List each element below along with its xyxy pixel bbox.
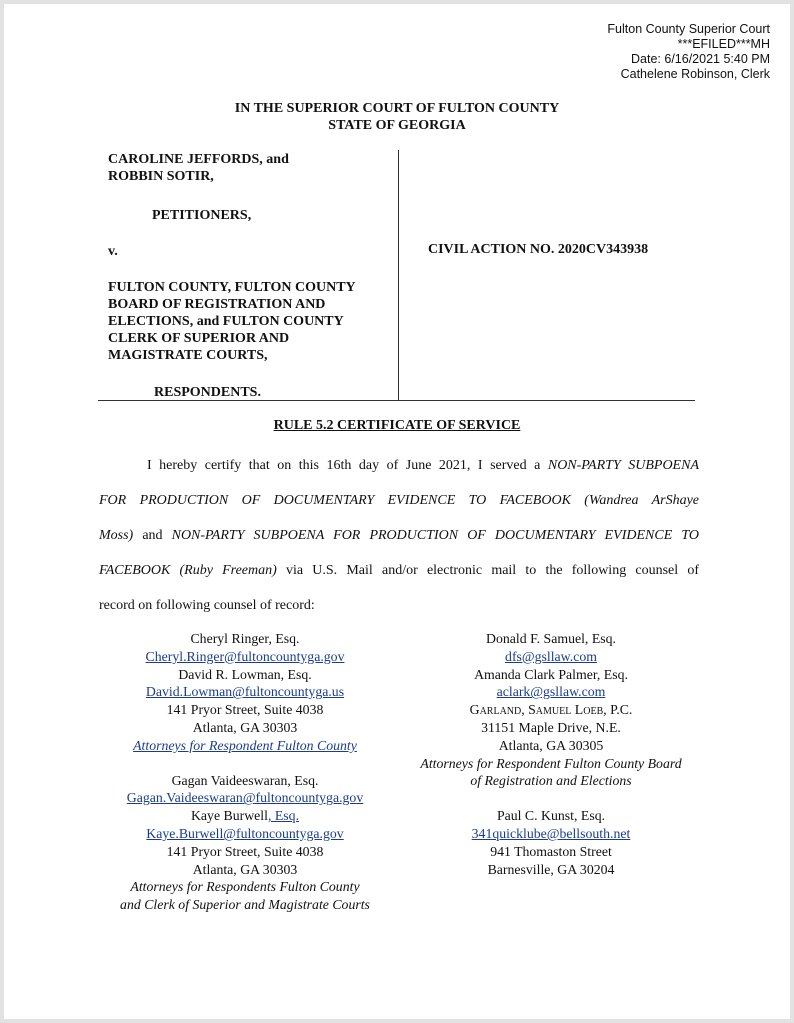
address-street: 31151 Maple Drive, N.E.: [481, 719, 621, 735]
court-name: IN THE SUPERIOR COURT OF FULTON COUNTY: [234, 101, 560, 116]
address-city: Atlanta, GA 30305: [498, 737, 604, 753]
document-page: [4, 4, 790, 1019]
counsel-role: Attorneys for Respondents Fulton County: [130, 879, 360, 895]
email-link[interactable]: 341quicklube@bellsouth.net: [471, 825, 631, 841]
counsel-name: Gagan Vaideeswaran, Esq.: [171, 772, 319, 788]
body-line-5: record on following counsel of record:: [99, 598, 315, 613]
caption-divider-vertical: [398, 150, 399, 401]
body-line-4: FACEBOOK (Ruby Freeman) via U.S. Mail and/or electronic mail to the following counsel of: [99, 563, 699, 578]
respondent-line-4: CLERK OF SUPERIOR AND: [108, 331, 290, 346]
respondent-line-1: FULTON COUNTY, FULTON COUNTY: [108, 280, 356, 295]
certificate-title: RULE 5.2 CERTIFICATE OF SERVICE: [273, 418, 521, 433]
petitioner-line-2: ROBBIN SOTIR,: [108, 169, 214, 184]
address-street: 141 Pryor Street, Suite 4038: [166, 843, 324, 859]
counsel-suffix: , Esq.: [267, 808, 300, 824]
counsel-name: Paul C. Kunst, Esq.: [496, 808, 606, 824]
respondents-names: [108, 279, 356, 364]
counsel-role: of Registration and Elections: [470, 773, 632, 789]
address-street: 141 Pryor Street, Suite 4038: [166, 702, 324, 718]
stamp-court: Fulton County Superior Court: [607, 22, 770, 36]
stamp-date: Date: 6/16/2021 5:40 PM: [631, 52, 770, 66]
law-firm: Garland, Samuel Loeb, P.C.: [469, 702, 633, 718]
counsel-role: and Clerk of Superior and Magistrate Courts: [120, 897, 370, 913]
petitioner-line-1: CAROLINE JEFFORDS, and: [108, 152, 289, 167]
caption-divider-horizontal: [98, 400, 695, 401]
court-heading: [4, 100, 790, 134]
email-link[interactable]: dfs@gsllaw.com: [505, 648, 597, 664]
court-state: STATE OF GEORGIA: [328, 118, 466, 133]
stamp-clerk: Cathelene Robinson, Clerk: [620, 67, 770, 81]
address-city: Atlanta, GA 30303: [192, 861, 298, 877]
versus: v.: [108, 244, 118, 259]
respondent-line-2: BOARD OF REGISTRATION AND: [108, 297, 326, 312]
email-link[interactable]: Cheryl.Ringer@fultoncountyga.gov: [145, 648, 345, 664]
counsel-name-row: [100, 807, 390, 825]
petitioners-names: [108, 151, 289, 185]
counsel-name: Kaye Burwell: [190, 808, 268, 824]
address-city: Barnesville, GA 30204: [487, 861, 615, 877]
efiled-stamp: [607, 22, 770, 82]
stamp-efiled: ***EFILED***MH: [677, 37, 770, 51]
respondents-label: RESPONDENTS.: [154, 385, 261, 400]
email-link[interactable]: Gagan.Vaideeswaran@fultoncountyga.gov: [126, 790, 364, 806]
email-link[interactable]: Kaye.Burwell@fultoncountyga.gov: [146, 825, 344, 841]
counsel-role: Attorneys for Respondent Fulton County: [133, 737, 357, 753]
counsel-name: Amanda Clark Palmer, Esq.: [474, 666, 628, 682]
body-line-3: Moss) and NON-PARTY SUBPOENA FOR PRODUCTION OF DOCUMENTARY EVIDENCE TO: [99, 528, 699, 543]
petitioners-label: PETITIONERS,: [152, 208, 252, 223]
counsel-name: Donald F. Samuel, Esq.: [486, 631, 616, 646]
body-line-2: FOR PRODUCTION OF DOCUMENTARY EVIDENCE TO FACEBOOK (Wandrea ArShaye: [99, 493, 699, 508]
address-street: 941 Thomaston Street: [490, 843, 612, 859]
civil-action-number: CIVIL ACTION NO. 2020CV343938: [428, 242, 649, 257]
counsel-list-right: [403, 630, 699, 878]
body-line-1: I hereby certify that on this 16th day of June 2021, I served a NON-PARTY SUBPOENA: [147, 458, 699, 473]
counsel-list-left: [100, 630, 390, 914]
counsel-role: Attorneys for Respondent Fulton County Board: [420, 755, 682, 771]
email-link[interactable]: David.Lowman@fultoncountyga.us: [145, 684, 345, 700]
counsel-name: Cheryl Ringer, Esq.: [190, 631, 300, 646]
certificate-body: [99, 448, 699, 623]
respondent-line-3: ELECTIONS, and FULTON COUNTY: [108, 314, 344, 329]
email-link[interactable]: aclark@gsllaw.com: [496, 684, 606, 700]
address-city: Atlanta, GA 30303: [192, 719, 298, 735]
respondent-line-5: MAGISTRATE COURTS,: [108, 348, 268, 363]
counsel-name: David R. Lowman, Esq.: [178, 666, 312, 682]
